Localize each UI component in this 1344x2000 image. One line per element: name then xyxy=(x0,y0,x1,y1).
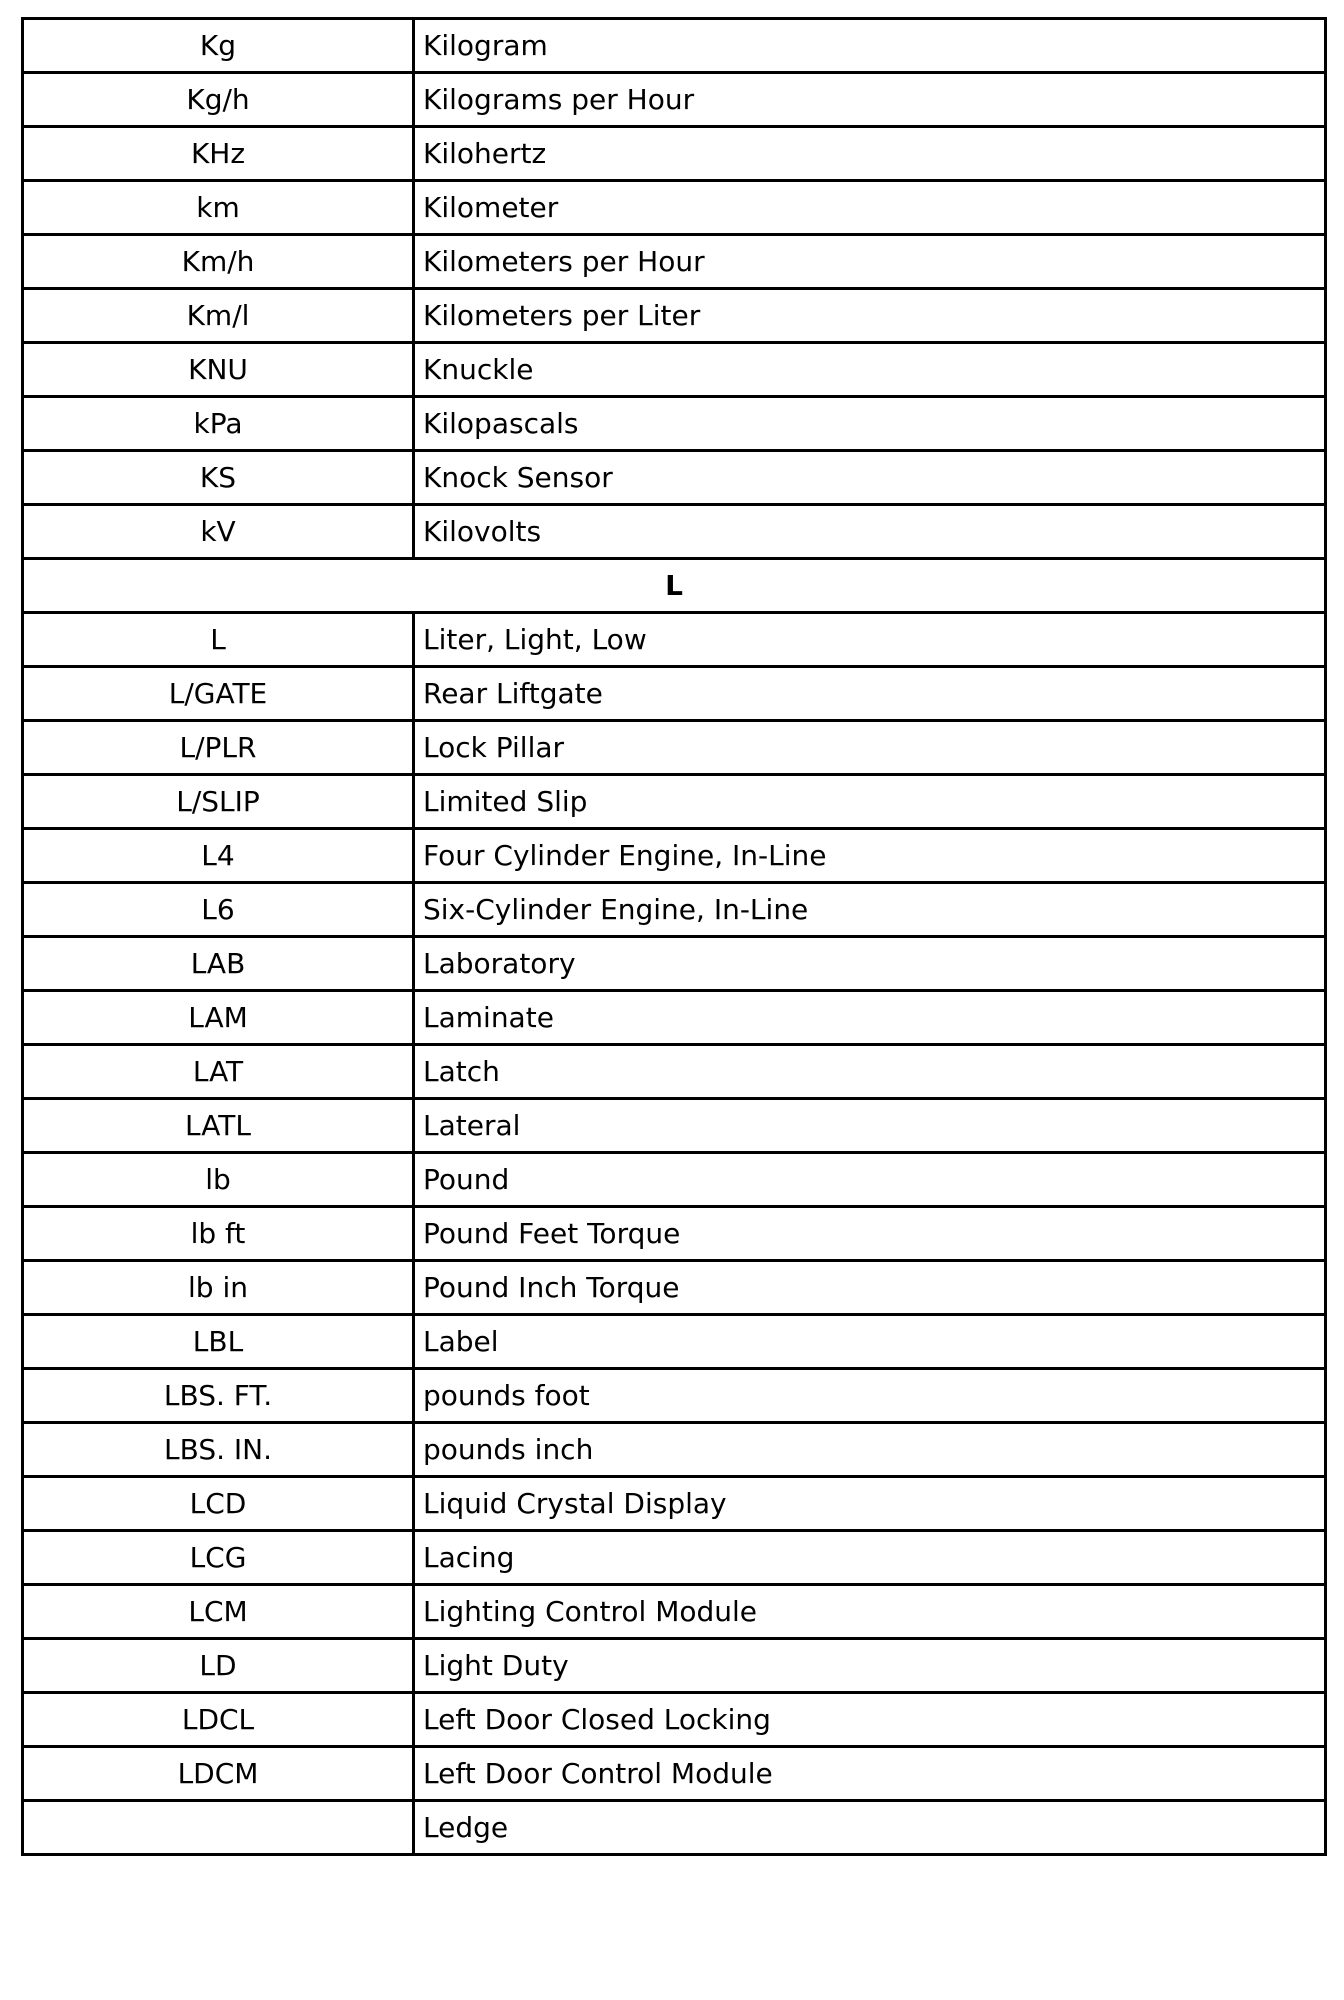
table-row xyxy=(23,397,1326,451)
definition-cell: Light Duty xyxy=(414,1639,1326,1693)
definition-cell: Kilohertz xyxy=(414,127,1326,181)
abbreviation-cell: L4 xyxy=(23,829,414,883)
abbreviation-cell: Kg xyxy=(23,19,414,73)
abbreviation-cell: lb xyxy=(23,1153,414,1207)
definition-cell: Pound Feet Torque xyxy=(414,1207,1326,1261)
definition-cell: Left Door Closed Locking xyxy=(414,1693,1326,1747)
abbreviation-cell: LCM xyxy=(23,1585,414,1639)
table-row xyxy=(23,1207,1326,1261)
abbreviation-cell: kPa xyxy=(23,397,414,451)
table-row xyxy=(23,1369,1326,1423)
definition-cell: Laboratory xyxy=(414,937,1326,991)
abbreviation-cell: LD xyxy=(23,1639,414,1693)
table-row xyxy=(23,289,1326,343)
table-row xyxy=(23,829,1326,883)
definition-cell: Left Door Control Module xyxy=(414,1747,1326,1801)
table-row xyxy=(23,505,1326,559)
table-row xyxy=(23,937,1326,991)
abbreviation-cell: LDCM xyxy=(23,1747,414,1801)
abbreviation-cell: LBS. IN. xyxy=(23,1423,414,1477)
section-header-row xyxy=(23,559,1326,613)
table-row xyxy=(23,1315,1326,1369)
definition-cell: Ledge xyxy=(414,1801,1326,1855)
abbreviation-cell: KS xyxy=(23,451,414,505)
abbreviation-cell: Km/h xyxy=(23,235,414,289)
table-row xyxy=(23,1639,1326,1693)
table-row xyxy=(23,235,1326,289)
table-row xyxy=(23,613,1326,667)
abbreviation-cell: LAT xyxy=(23,1045,414,1099)
abbreviation-table-body xyxy=(23,19,1326,1855)
definition-cell: Kilometer xyxy=(414,181,1326,235)
abbreviation-cell: km xyxy=(23,181,414,235)
abbreviation-cell: L/SLIP xyxy=(23,775,414,829)
abbreviation-cell: LAB xyxy=(23,937,414,991)
abbreviation-cell: L6 xyxy=(23,883,414,937)
definition-cell: pounds foot xyxy=(414,1369,1326,1423)
table-row xyxy=(23,883,1326,937)
definition-cell: Knuckle xyxy=(414,343,1326,397)
table-row xyxy=(23,343,1326,397)
table-row xyxy=(23,127,1326,181)
abbreviation-cell: LATL xyxy=(23,1099,414,1153)
table-row xyxy=(23,1801,1326,1855)
table-row xyxy=(23,1531,1326,1585)
table-row xyxy=(23,1045,1326,1099)
definition-cell: Limited Slip xyxy=(414,775,1326,829)
table-row xyxy=(23,451,1326,505)
definition-cell: Liter, Light, Low xyxy=(414,613,1326,667)
abbreviation-cell: LAM xyxy=(23,991,414,1045)
abbreviation-cell: KNU xyxy=(23,343,414,397)
abbreviation-cell: Kg/h xyxy=(23,73,414,127)
table-row xyxy=(23,667,1326,721)
section-letter: L xyxy=(23,559,1326,613)
definition-cell: Lock Pillar xyxy=(414,721,1326,775)
definition-cell: Liquid Crystal Display xyxy=(414,1477,1326,1531)
abbreviation-cell: kV xyxy=(23,505,414,559)
abbreviation-table xyxy=(21,17,1327,1856)
definition-cell: Kilovolts xyxy=(414,505,1326,559)
abbreviation-cell: L xyxy=(23,613,414,667)
definition-cell: Pound xyxy=(414,1153,1326,1207)
table-row xyxy=(23,73,1326,127)
table-row xyxy=(23,1747,1326,1801)
table-row xyxy=(23,1099,1326,1153)
abbreviation-cell xyxy=(23,1801,414,1855)
definition-cell: Four Cylinder Engine, In-Line xyxy=(414,829,1326,883)
table-row xyxy=(23,991,1326,1045)
definition-cell: Kilograms per Hour xyxy=(414,73,1326,127)
abbreviation-cell: Km/l xyxy=(23,289,414,343)
table-row xyxy=(23,1153,1326,1207)
definition-cell: Lighting Control Module xyxy=(414,1585,1326,1639)
definition-cell: Latch xyxy=(414,1045,1326,1099)
definition-cell: pounds inch xyxy=(414,1423,1326,1477)
table-row xyxy=(23,775,1326,829)
definition-cell: Knock Sensor xyxy=(414,451,1326,505)
table-row xyxy=(23,1477,1326,1531)
abbreviation-sheet xyxy=(21,17,1324,1856)
definition-cell: Kilometers per Liter xyxy=(414,289,1326,343)
abbreviation-cell: lb ft xyxy=(23,1207,414,1261)
definition-cell: Rear Liftgate xyxy=(414,667,1326,721)
definition-cell: Pound Inch Torque xyxy=(414,1261,1326,1315)
definition-cell: Kilometers per Hour xyxy=(414,235,1326,289)
table-row xyxy=(23,721,1326,775)
definition-cell: Six-Cylinder Engine, In-Line xyxy=(414,883,1326,937)
table-row xyxy=(23,1585,1326,1639)
definition-cell: Label xyxy=(414,1315,1326,1369)
abbreviation-cell: KHz xyxy=(23,127,414,181)
definition-cell: Laminate xyxy=(414,991,1326,1045)
definition-cell: Lateral xyxy=(414,1099,1326,1153)
definition-cell: Kilogram xyxy=(414,19,1326,73)
definition-cell: Lacing xyxy=(414,1531,1326,1585)
table-row xyxy=(23,1693,1326,1747)
definition-cell: Kilopascals xyxy=(414,397,1326,451)
abbreviation-cell: LDCL xyxy=(23,1693,414,1747)
abbreviation-cell: LBS. FT. xyxy=(23,1369,414,1423)
table-row xyxy=(23,1261,1326,1315)
abbreviation-cell: lb in xyxy=(23,1261,414,1315)
abbreviation-cell: L/PLR xyxy=(23,721,414,775)
table-row xyxy=(23,19,1326,73)
abbreviation-cell: LBL xyxy=(23,1315,414,1369)
table-row xyxy=(23,181,1326,235)
abbreviation-cell: LCD xyxy=(23,1477,414,1531)
abbreviation-cell: L/GATE xyxy=(23,667,414,721)
table-row xyxy=(23,1423,1326,1477)
abbreviation-cell: LCG xyxy=(23,1531,414,1585)
